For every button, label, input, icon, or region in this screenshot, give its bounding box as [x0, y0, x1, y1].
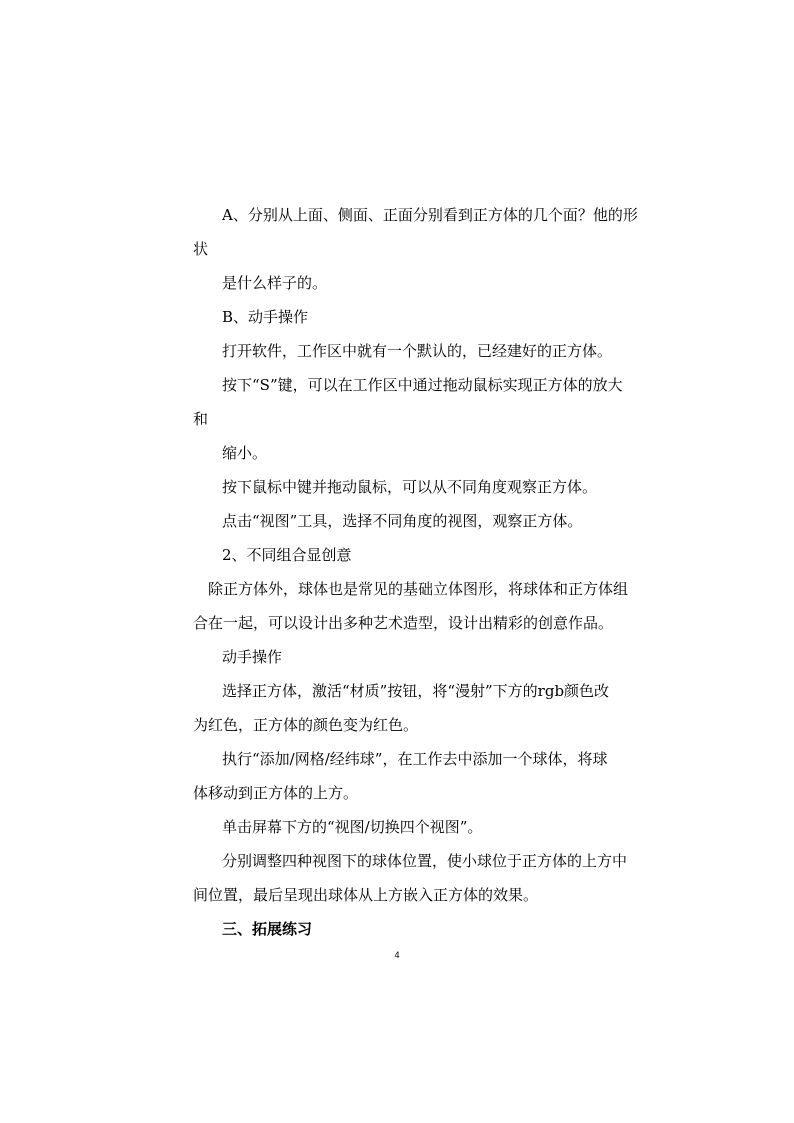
page-number: 4 [394, 950, 400, 960]
text-line: 合在一起，可以设计出多种艺术造型，设计出精彩的创意作品。 [193, 614, 614, 632]
text-line: 缩小。 [222, 444, 268, 462]
text-line: 是什么样子的。 [222, 274, 328, 292]
text-line: 按下“S”键，可以在工作区中通过拖动鼠标实现正方体的放大 [222, 376, 623, 394]
text-line: A、分别从上面、侧面、正面分别看到正方体的几个面？他的形 [222, 206, 638, 224]
text-line: 点击“视图”工具，选择不同角度的视图，观察正方体。 [222, 512, 583, 530]
text-line: 除正方体外，球体也是常见的基础立体图形，将球体和正方体组 [208, 580, 629, 598]
section-heading: 三、拓展练习 [222, 920, 313, 938]
text-line: 动手操作 [222, 648, 283, 666]
text-line: 状 [193, 240, 209, 258]
text-line: 打开软件，工作区中就有一个默认的，已经建好的正方体。 [222, 342, 613, 360]
text-line: B、动手操作 [222, 308, 309, 326]
text-line: 分别调整四种视图下的球体位置，使小球位于正方体的上方中 [222, 852, 628, 870]
text-line: 和 [193, 410, 209, 428]
text-line: 选择正方体，激活“材质”按钮，将“漫射”下方的rgb颜色改 [222, 682, 610, 700]
section-heading: 2、不同组合显创意 [222, 546, 352, 564]
text-line: 单击屏幕下方的“视图/切换四个视图”。 [222, 818, 483, 836]
text-line: 按下鼠标中键并拖动鼠标，可以从不同角度观察正方体。 [222, 478, 598, 496]
text-line: 执行“添加/网格/经纬球”，在工作去中添加一个球体，将球 [222, 750, 608, 768]
text-line: 体移动到正方体的上方。 [193, 784, 359, 802]
text-line: 为红色，正方体的颜色变为红色。 [193, 716, 419, 734]
text-line: 间位置，最后呈现出球体从上方嵌入正方体的效果。 [193, 886, 539, 904]
